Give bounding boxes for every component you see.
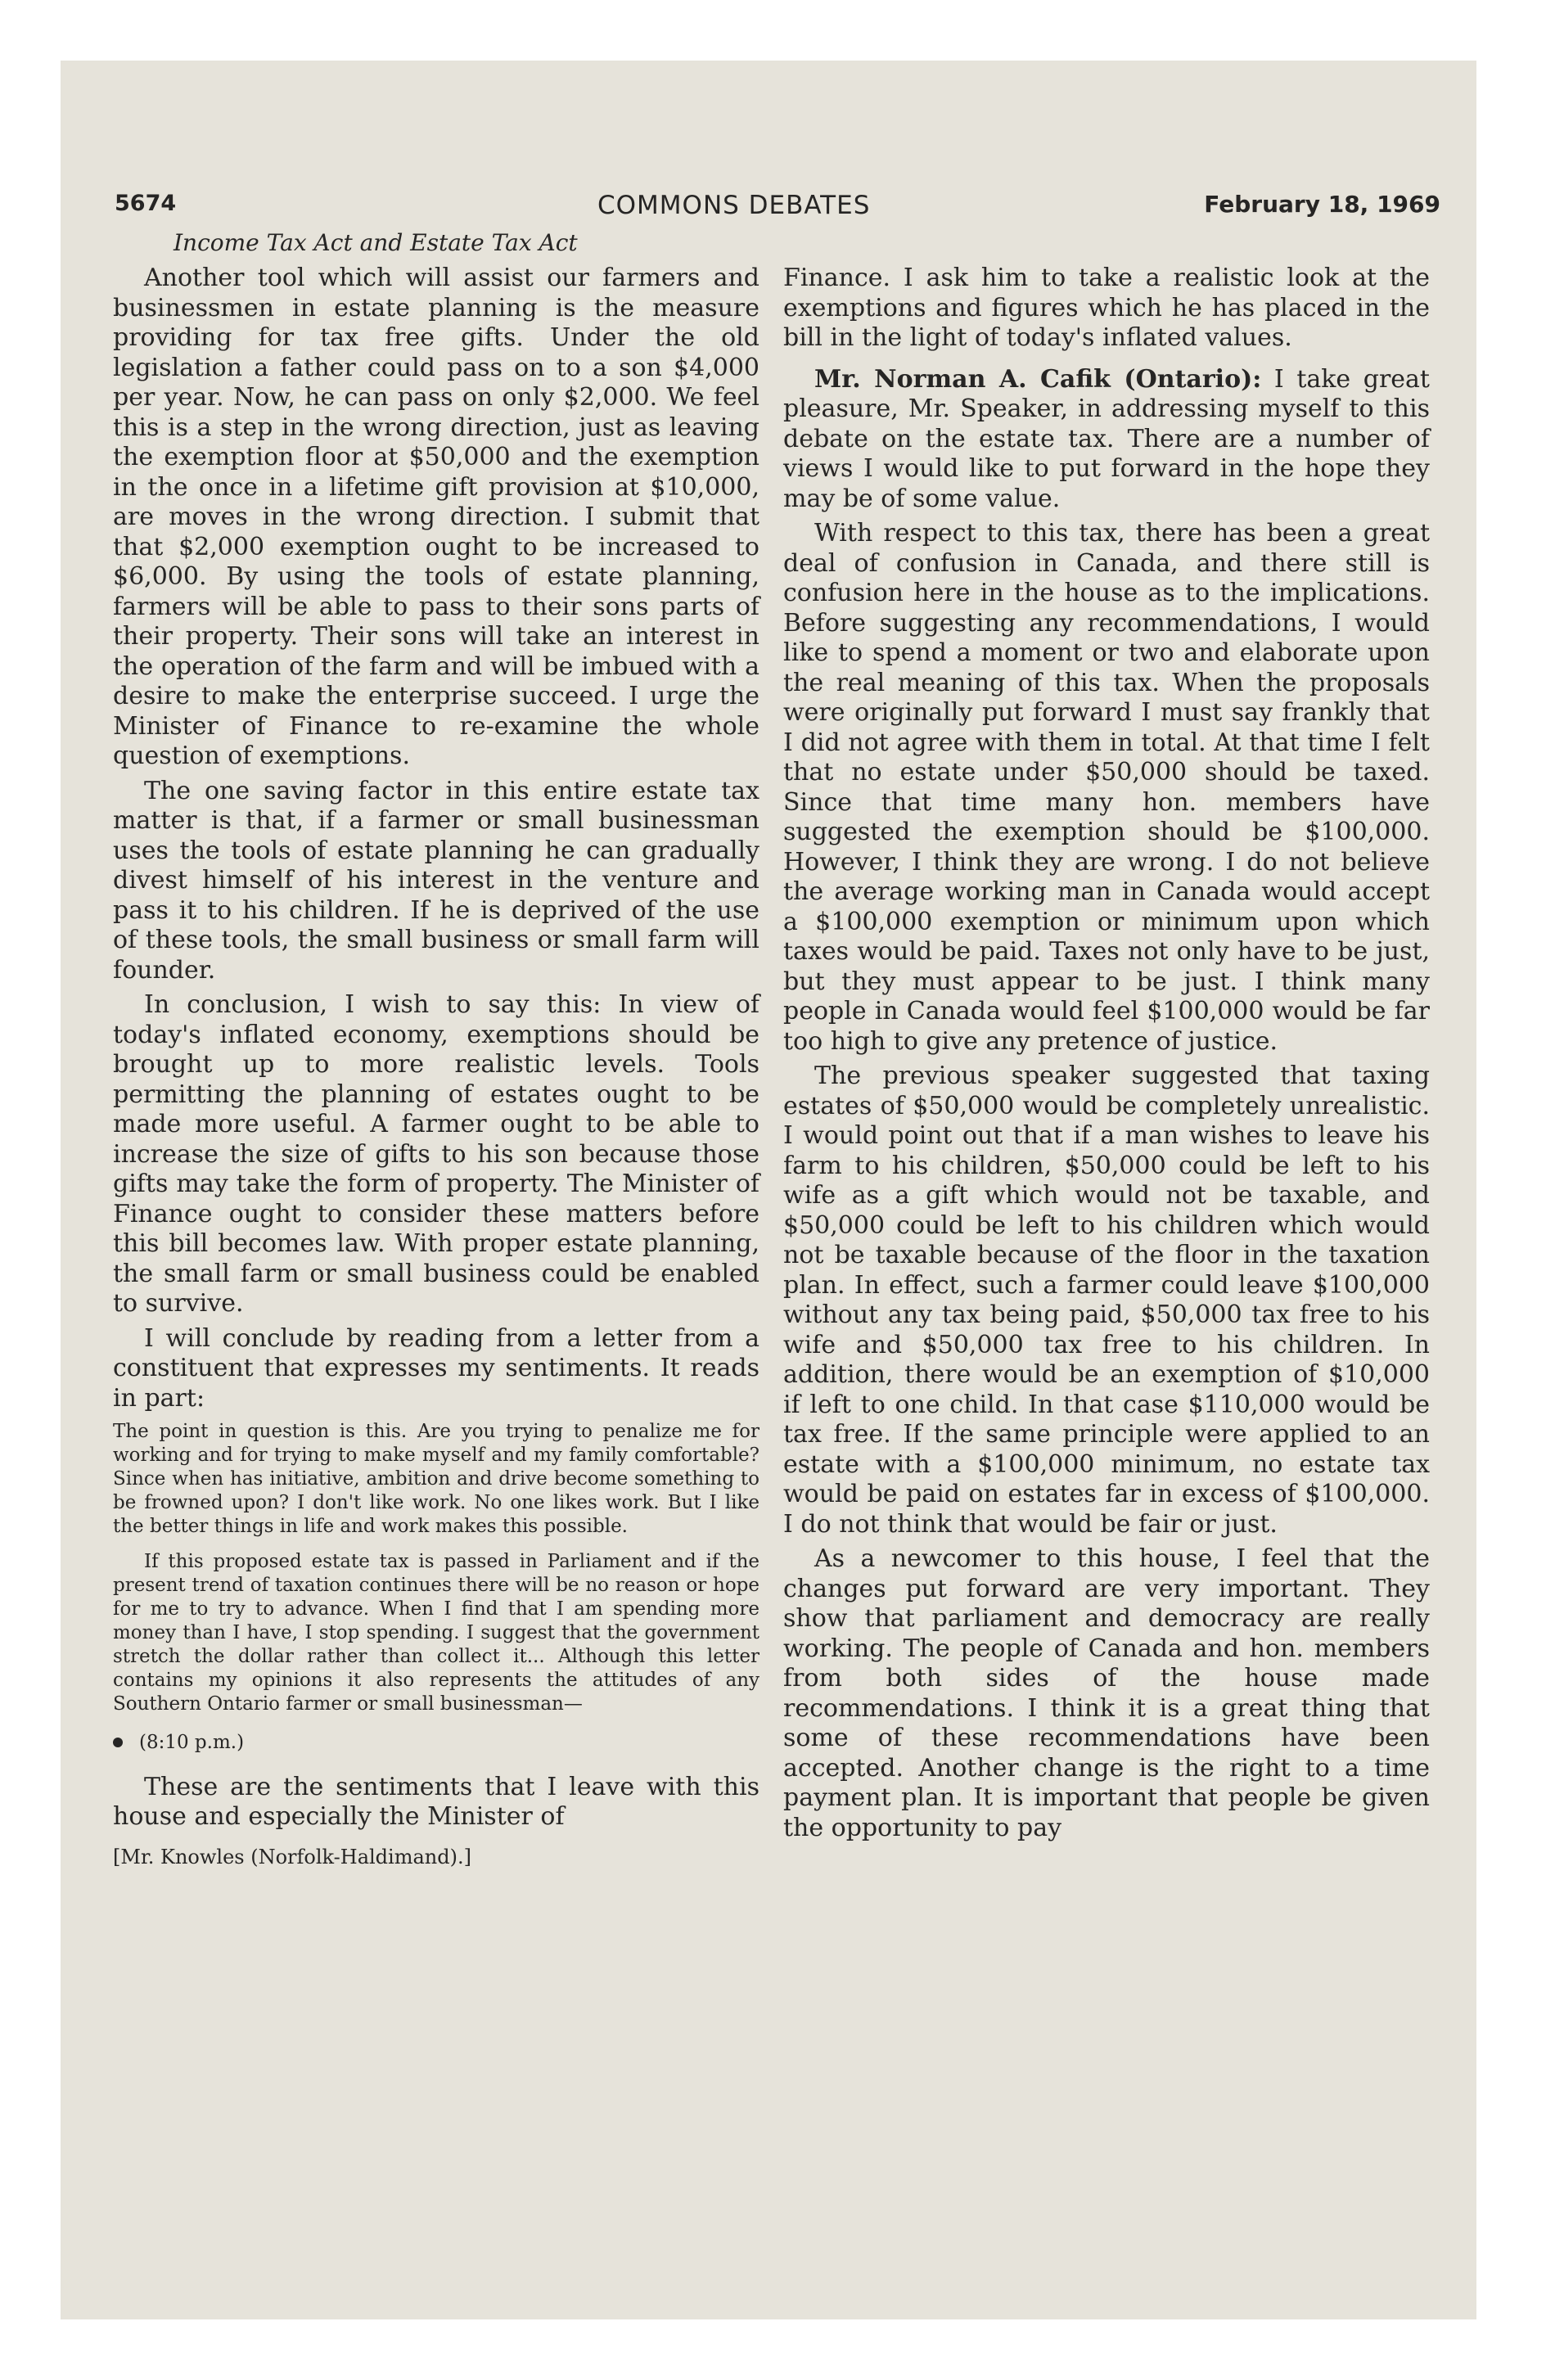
paragraph: I will conclude by reading from a letter from a constituent that expresses my sentiments. It reads in part: [113,1323,759,1413]
section-subheading: Income Tax Act and Estate Tax Act [174,229,578,256]
paragraph: Finance. I ask him to take a realistic look at the exemptions and figures which he has placed in the bill in the light of today's inflated values. [783,264,1430,352]
speaker-name: Mr. Norman A. Cafik (Ontario): [814,364,1262,394]
paragraph: The one saving factor in this entire estate tax matter is that, if a farmer or small businessman uses the tools of estate planning he can gradually divest himself of his interest in the venture and pass it to his children. If he is deprived of the use of these tools, the small business or small farm will founder. [113,776,759,985]
bullet-icon [113,1738,123,1747]
speaker-paragraph [783,365,1430,515]
paragraph: With respect to this tax, there has been a great deal of confusion in Canada, and there still is confusion here in the house as to the implications. Before suggesting any recommendations, I would like to spend a moment or two and elaborate upon the real meaning of this tax. When the proposals were originally put forward I must say frankly that I did not agree with them in total. At that time I felt that no estate under $50,000 should be taxed. Since that time many hon. members have suggested the exemption should be $100,000. However, I think they are wrong. I do not believe the average working man in Canada would accept a $100,000 exemption or minimum upon which taxes would be paid. Taxes not only have to be just, but they must appear to be just. I think many people in Canada would feel $100,000 would be far too high to give any pretence of justice. [783,519,1430,1056]
page-number: 5674 [115,191,177,216]
left-column [113,264,759,1877]
right-column [783,264,1430,1848]
speaker-attribution: [Mr. Knowles (Norfolk-Haldimand).] [113,1845,471,1868]
page-header [115,191,1440,223]
paragraph: As a newcomer to this house, I feel that the changes put forward are very important. They show that parliament and democracy are really working. The people of Canada and hon. members from both sides of the house made recommendations. I think it is a great thing that some of these recommendations have been accepted. Another change is the right to a time payment plan. It is important that people be given the opportunity to pay [783,1544,1430,1842]
time-stamp-text: (8:10 p.m.) [139,1732,245,1753]
paragraph: The previous speaker suggested that taxing estates of $50,000 would be completely unrealistic. I would point out that if a man wishes to leave his farm to his children, $50,000 could be left to his wife as a gift which would not be taxable, and $50,000 could be left to his children which would not be taxable because of the floor in the taxation plan. In effect, such a farmer could leave $100,000 without any tax being paid, $50,000 tax free to his wife and $50,000 tax free to his children. In addition, there would be an exemption of $10,000 if left to one child. In that case $110,000 would be tax free. If the same principle were applied to an estate with a $100,000 minimum, no estate tax would be paid on estates far in excess of $100,000. I do not think that would be fair or just. [783,1062,1430,1539]
letter-quote: The point in question is this. Are you trying to penalize me for working and for trying to make myself and my family comfortable? Since when has initiative, ambition and drive become something to be frowned upon? I don't like work. No one likes work. But I like the better things in life and work makes this possible. [113,1421,759,1537]
paragraph: Another tool which will assist our farmers and businessmen in estate planning is the measure providing for tax free gifts. Under the old legislation a father could pass on to a son $4,000 per year. Now, he can pass on only $2,000. We feel this is a step in the wrong direction, just as leaving the exemption floor at $50,000 and the exemption in the once in a lifetime gift provision at $10,000, are moves in the wrong direction. I submit that that $2,000 exemption ought to be increased to $6,000. By using the tools of estate planning, farmers will be able to pass to their sons parts of their property. Their sons will take an interest in the operation of the farm and will be imbued with a desire to make the enterprise succeed. I urge the Minister of Finance to re-examine the whole question of exemptions. [113,264,759,770]
letter-quote: If this proposed estate tax is passed in Parliament and if the present trend of taxation continues there will be no reason or hope for me to try to advance. When I find that I am spending more money than I have, I stop spending. I suggest that the government stretch the dollar rather than collect it... Although this letter contains my opinions it also represents the attitudes of any Southern Ontario farmer or small businessman— [113,1551,759,1715]
paragraph: In conclusion, I wish to say this: In view of today's inflated economy, exemptions should be brought up to more realistic levels. Tools permitting the planning of estates ought to be made more useful. A farmer ought to be able to increase the size of gifts to his son because those gifts may take the form of property. The Minister of Finance ought to consider these matters before this bill becomes law. With proper estate planning, the small farm or small business could be enabled to survive. [113,990,759,1318]
paragraph: These are the sentiments that I leave with this house and especially the Minister of [113,1772,759,1831]
publication-date: February 18, 1969 [1204,191,1440,218]
speaker-text: I take great pleasure, Mr. Speaker, in addressing myself to this debate on the estate tax. There are a number of views I would like to put forward in the hope they may be of some value. [783,364,1430,513]
time-stamp [113,1728,759,1758]
publication-title: COMMONS DEBATES [597,191,871,220]
